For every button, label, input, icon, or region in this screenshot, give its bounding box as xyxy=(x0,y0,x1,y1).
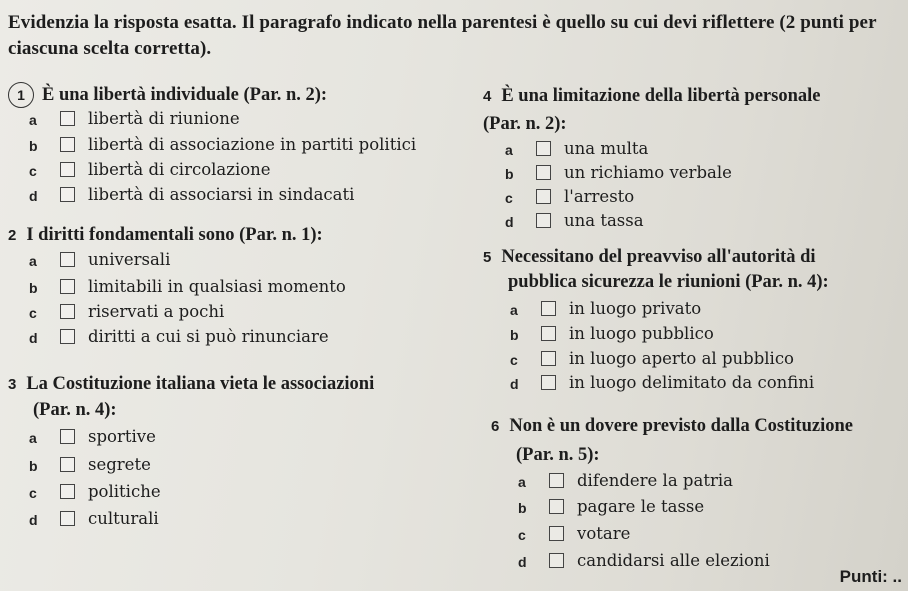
question-text: Necessitano del preavviso all'autorità di xyxy=(501,247,816,267)
option-text: candidarsi alle elezioni xyxy=(577,551,770,570)
option-text: in luogo pubblico xyxy=(569,324,714,343)
question-text: È una limitazione della libertà personale xyxy=(501,86,821,106)
option-letter: b xyxy=(518,500,527,516)
option-text: politiche xyxy=(88,482,161,501)
option-text: in luogo aperto al pubblico xyxy=(569,349,794,368)
score-label: Punti: .. xyxy=(839,567,902,586)
option-text: in luogo privato xyxy=(569,299,702,318)
option-text: sportive xyxy=(88,427,156,446)
checkbox[interactable] xyxy=(60,304,75,319)
question-text: È una libertà individuale (Par. n. 2): xyxy=(42,85,328,105)
option-text: votare xyxy=(577,524,631,543)
question-text: I diritti fondamentali sono (Par. n. 1): xyxy=(26,225,323,245)
option-text: difendere la patria xyxy=(577,471,733,490)
option-letter: a xyxy=(29,430,37,446)
question-text: Non è un dovere previsto dalla Costituzione xyxy=(509,416,853,436)
question-4 xyxy=(483,83,820,110)
option-text: una multa xyxy=(564,139,649,158)
checkbox[interactable] xyxy=(541,326,556,341)
option-letter: b xyxy=(505,166,514,182)
option-text: riservati a pochi xyxy=(88,302,225,321)
checkbox[interactable] xyxy=(541,351,556,366)
option-letter: b xyxy=(29,280,38,296)
question-number: 2 xyxy=(8,227,17,244)
option-text: un richiamo verbale xyxy=(564,163,732,182)
checkbox[interactable] xyxy=(60,279,75,294)
option-text: diritti a cui si può rinunciare xyxy=(88,327,329,346)
checkbox[interactable] xyxy=(541,301,556,316)
option-letter: d xyxy=(505,214,514,230)
question-3-continuation: (Par. n. 4): xyxy=(33,400,117,420)
checkbox[interactable] xyxy=(60,329,75,344)
checkbox[interactable] xyxy=(60,484,75,499)
option-letter: d xyxy=(29,188,38,204)
checkbox[interactable] xyxy=(536,213,551,228)
checkbox[interactable] xyxy=(536,189,551,204)
question-5-continuation: pubblica sicurezza le riunioni (Par. n. 4): xyxy=(508,272,829,292)
option-text: l'arresto xyxy=(564,187,635,206)
question-number: 3 xyxy=(8,376,17,393)
option-text: segrete xyxy=(88,455,151,474)
option-text: libertà di associazione in partiti politici xyxy=(88,135,417,154)
checkbox[interactable] xyxy=(60,252,75,267)
option-text: pagare le tasse xyxy=(577,497,705,516)
question-2 xyxy=(8,222,323,249)
option-letter: d xyxy=(518,554,527,570)
option-text: una tassa xyxy=(564,211,644,230)
option-letter: c xyxy=(505,190,513,206)
option-text: libertà di circolazione xyxy=(88,160,271,179)
checkbox[interactable] xyxy=(549,526,564,541)
option-text: libertà di riunione xyxy=(88,109,240,128)
checkbox[interactable] xyxy=(60,137,75,152)
option-letter: c xyxy=(29,305,37,321)
instructions: Evidenzia la risposta esatta. Il paragrafo indicato nella parentesi è quello su cui devi riflettere (2 punti per ciascuna scelta corretta). xyxy=(8,12,877,59)
checkbox[interactable] xyxy=(536,141,551,156)
checkbox[interactable] xyxy=(60,511,75,526)
option-letter: a xyxy=(29,253,37,269)
checkbox[interactable] xyxy=(536,165,551,180)
option-letter: c xyxy=(29,163,37,179)
checkbox[interactable] xyxy=(549,553,564,568)
checkbox[interactable] xyxy=(60,457,75,472)
option-letter: b xyxy=(510,327,519,343)
question-number: 5 xyxy=(483,249,492,266)
checkbox[interactable] xyxy=(541,375,556,390)
question-1 xyxy=(8,82,327,108)
option-letter: a xyxy=(510,302,518,318)
question-6 xyxy=(491,413,853,440)
option-letter: b xyxy=(29,138,38,154)
option-letter: a xyxy=(505,142,513,158)
option-letter: c xyxy=(510,352,518,368)
question-3 xyxy=(8,371,374,398)
checkbox[interactable] xyxy=(549,499,564,514)
question-5 xyxy=(483,244,816,271)
option-letter: b xyxy=(29,458,38,474)
option-text: universali xyxy=(88,250,171,269)
question-number: 4 xyxy=(483,88,492,105)
option-letter: a xyxy=(518,474,526,490)
option-letter: d xyxy=(510,376,519,392)
question-text: La Costituzione italiana vieta le associazioni xyxy=(26,374,375,394)
question-number: 1 xyxy=(8,82,34,108)
checkbox[interactable] xyxy=(60,187,75,202)
question-4-continuation: (Par. n. 2): xyxy=(483,114,567,134)
checkbox[interactable] xyxy=(60,429,75,444)
option-text: in luogo delimitato da confini xyxy=(569,373,815,392)
option-letter: c xyxy=(518,527,526,543)
checkbox[interactable] xyxy=(60,111,75,126)
option-letter: d xyxy=(29,330,38,346)
option-text: culturali xyxy=(88,509,159,528)
checkbox[interactable] xyxy=(60,162,75,177)
option-letter: c xyxy=(29,485,37,501)
option-text: libertà di associarsi in sindacati xyxy=(88,185,355,204)
question-number: 6 xyxy=(491,418,500,435)
option-letter: a xyxy=(29,112,37,128)
checkbox[interactable] xyxy=(549,473,564,488)
option-text: limitabili in qualsiasi momento xyxy=(88,277,346,296)
option-letter: d xyxy=(29,512,38,528)
question-6-continuation: (Par. n. 5): xyxy=(516,445,600,465)
